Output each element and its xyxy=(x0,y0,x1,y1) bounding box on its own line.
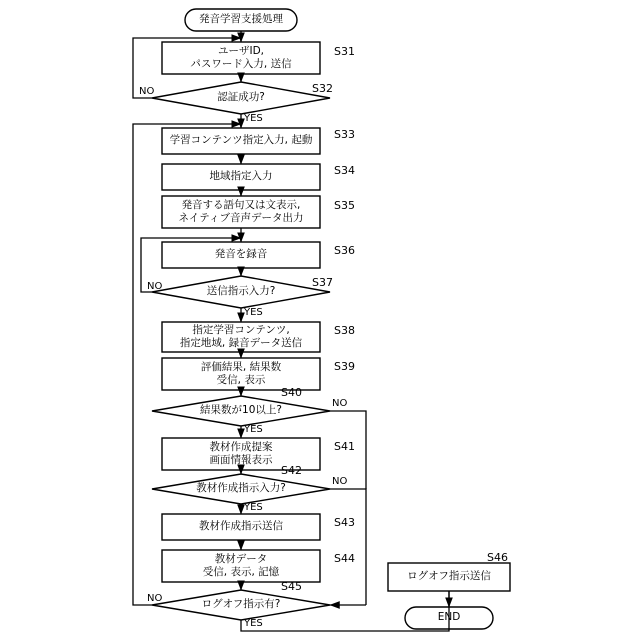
step-label-s36: S36 xyxy=(334,244,355,257)
node-s32-text: 認証成功? xyxy=(217,91,265,104)
step-label-s37: S37 xyxy=(312,276,333,289)
step-label-s38: S38 xyxy=(334,324,355,337)
shape-s44 xyxy=(162,550,320,582)
node-end-text: END xyxy=(437,611,461,624)
shape-s38 xyxy=(162,322,320,352)
step-label-s45: S45 xyxy=(281,580,302,593)
step-label-s35: S35 xyxy=(334,199,355,212)
shape-s42 xyxy=(152,474,330,504)
shape-s45 xyxy=(152,590,330,620)
node-s35-text: 発音する語句又は文表示, ネイティブ音声データ出力 xyxy=(178,198,304,224)
shape-s43 xyxy=(162,514,320,540)
shape-s36 xyxy=(162,242,320,268)
shape-s34 xyxy=(162,164,320,190)
step-label-s46: S46 xyxy=(487,551,508,564)
step-label-s43: S43 xyxy=(334,516,355,529)
branch-label-s42-yes: YES xyxy=(244,502,263,513)
step-label-s32: S32 xyxy=(312,82,333,95)
branch-label-s42-no: NO xyxy=(332,476,348,487)
node-s42-text: 教材作成指示入力? xyxy=(196,482,286,495)
node-s41-text: 教材作成提案 画面情報表示 xyxy=(209,440,273,466)
branch-label-s32-no: NO xyxy=(139,86,155,97)
node-s31-text: ユーザID, パスワード入力, 送信 xyxy=(190,44,292,70)
branch-label-s40-no: NO xyxy=(332,398,348,409)
node-s37-text: 送信指示入力? xyxy=(206,285,276,298)
node-s38-text: 指定学習コンテンツ, 指定地域, 録音データ送信 xyxy=(179,323,303,349)
shape-s35 xyxy=(162,196,320,228)
node-s44-text: 教材データ 受信, 表示, 記憶 xyxy=(202,552,280,578)
step-label-s40: S40 xyxy=(281,386,302,399)
node-s45-text: ログオフ指示有? xyxy=(201,598,281,611)
step-label-s31: S31 xyxy=(334,45,355,58)
step-label-s44: S44 xyxy=(334,552,355,565)
branch-label-s37-no: NO xyxy=(147,281,163,292)
shape-s33 xyxy=(162,128,320,154)
shape-s31 xyxy=(162,42,320,74)
step-label-s39: S39 xyxy=(334,360,355,373)
step-label-s41: S41 xyxy=(334,440,355,453)
node-s43-text: 教材作成指示送信 xyxy=(199,520,283,533)
node-s36-text: 発音を録音 xyxy=(214,248,268,261)
node-s33-text: 学習コンテンツ指定入力, 起動 xyxy=(169,134,313,147)
shape-start xyxy=(185,9,297,31)
step-label-s42: S42 xyxy=(281,464,302,477)
shape-s32 xyxy=(152,82,330,114)
branch-label-s37-yes: YES xyxy=(244,307,263,318)
branch-label-s45-no: NO xyxy=(147,593,163,604)
node-start-text: 発音学習支援処理 xyxy=(199,13,283,26)
shape-s37 xyxy=(152,276,330,308)
step-label-s33: S33 xyxy=(334,128,355,141)
step-label-s34: S34 xyxy=(334,164,355,177)
shape-s46 xyxy=(388,563,510,591)
node-s39-text: 評価結果, 結果数 受信, 表示 xyxy=(200,360,282,386)
shape-s40 xyxy=(152,396,330,426)
branch-label-s45-yes: YES xyxy=(244,618,263,629)
node-s40-text: 結果数が10以上? xyxy=(200,404,282,417)
branch-label-s40-yes: YES xyxy=(244,424,263,435)
node-s46-text: ログオフ指示送信 xyxy=(407,570,491,583)
branch-label-s32-yes: YES xyxy=(244,113,263,124)
node-s34-text: 地域指定入力 xyxy=(209,170,273,183)
